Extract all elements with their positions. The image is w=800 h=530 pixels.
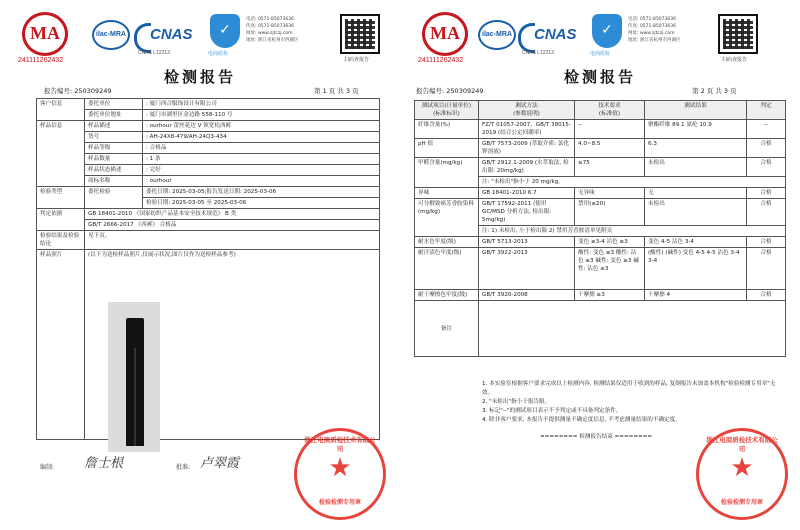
ma-logo: MA [22, 12, 68, 56]
table-row: 纤维含量(%) FZ/T 01057-2007、GB/T 38015-2019 (结合公定回潮率) -- 聚酯纤维 89.1 氨纶 10.9 -- [415, 120, 786, 139]
qr-code-icon[interactable] [718, 14, 758, 54]
column-header: 测试结果 [645, 101, 747, 120]
inspection-seal: 浙江电商质检技术有限公司 ★ 检验检测专用章 [696, 428, 788, 520]
table-row: 检验类型 委托检验 委托日期: 2025-03-05;报告发送日期: 2025-03-06 [37, 187, 380, 198]
report-number: 报告编号: 250309249 [416, 87, 484, 95]
table-header-row [415, 101, 786, 120]
table-row: 甲醛含量(mg/kg) GB/T 2912.1-2009 (水萃取法, 检出限: 20mg/kg) ≤75 未检出 合格 [415, 158, 786, 177]
table-row: 判定依据 GB 18401-2010 《国家纺织产品基本安全技术规范》 B 类 [37, 209, 380, 220]
star-icon: ★ [328, 453, 352, 483]
table-row: 客户信息 委托单位 : 厦门西合服饰设计有限公司 [37, 99, 380, 110]
table-row: 委托单位地址 : 厦门市湖里区金边路 558-110 号 [37, 110, 380, 121]
table-row: 注: "未检出"指小于 20 mg/kg。 [415, 177, 786, 188]
table-row: 注: 1) 未检出, 小于检出限 2) 禁用芳香胺清单见附页 [415, 226, 786, 237]
table-row: GB/T 2666-2017 《西裤》 合格品 [37, 220, 380, 231]
trousers-image [126, 318, 144, 446]
ma-logo: MA [422, 12, 468, 56]
header-info: 电话: 0571-85073636 传真: 0571-85073636 网址: www.zjtczj.com 地址: 浙江省杭州市西湖区 [246, 17, 299, 43]
table-row: 样品等级 : 合格品 [37, 143, 380, 154]
page-indicator: 第 1 页 共 3 页 [314, 87, 359, 95]
ma-number: 241111262432 [418, 57, 464, 64]
column-header: 技术要求 (标准值) [575, 101, 645, 120]
star-icon: ★ [730, 453, 754, 483]
cnas-number: CNAS L12213 [522, 50, 554, 56]
qr-caption: 扫码查报告 [722, 57, 748, 63]
table-row: pH 值 GB/T 7573-2009 (萃取介质: 氯化钾溶液) 4.0~8.5 6.3 合格 [415, 139, 786, 158]
table-row: 样品状态描述 : 完好 [37, 165, 380, 176]
column-header: 判定 [747, 101, 786, 120]
ma-number: 241111262432 [18, 57, 64, 64]
shield-label: 电商质检 [208, 51, 229, 57]
ilac-mra-logo: ilac-MRA [478, 20, 516, 50]
ilac-mra-logo: ilac-MRA [92, 20, 130, 50]
header-info: 电话: 0571-85073636 传真: 0571-85073636 网址: www.zjtczj.com 地址: 浙江省杭州市西湖区 [628, 17, 681, 43]
page-title: 检测报告 [163, 68, 236, 86]
page-indicator: 第 2 页 共 3 页 [692, 87, 737, 95]
table-row: 异味 GB 18401-2010 6.7 无异味 无 合格 [415, 188, 786, 199]
table-row: 可分解致癌芳香胺染料(mg/kg) GB/T 17592-2011 (使用 GC/MSD 分析方法, 检出限: 5mg/kg) 禁用(≤20) 未检出 合格 [415, 199, 786, 226]
column-header: 测试项目(计量单位) (标准标识) [415, 101, 479, 120]
sample-info-table [36, 98, 380, 440]
shield-icon: ✓ [210, 14, 240, 48]
table-row: 商标名称 : ourhour [37, 176, 380, 187]
shield-icon: ✓ [592, 14, 622, 48]
remarks: 1. 本实验室根据客户要求完成以上检测内容, 检测结果仅适用于收到的样品, 复制报告未加盖本机构"检验检测专用章"无效。 2. "未检出"指小于报告限。 3. 标记"--"的测试项目表示不予判定或不具备判定条件。 4. 除非客户要求, 本报告不提供测量不确定度信息, 不考虑测量结果的不确定度。 [482, 381, 776, 423]
table-row: 耐水色牢度(级) GB/T 5713-2013 变色 ≥3-4 沾色 ≥3 变色 4-5 沾色 3-4 合格 [415, 237, 786, 248]
cnas-logo: CNAS [518, 18, 576, 52]
table-row: 耐汗渍色牢度(级) GB/T 3922-2013 酸性: 变色 ≥3 酸性: 沾色 ≥3 碱性: 变色 ≥3 碱性: 沾色 ≥3 (酸性) (碱性) 变色 4-5 4-5 沾色 3-4 3-4 合格 [415, 248, 786, 290]
shield-label: 电商质检 [590, 51, 611, 57]
test-results-table [414, 100, 786, 357]
page-title: 检测报告 [563, 68, 636, 86]
table-row: 检验日期: 2025-03-05 至 2025-03-06 [37, 198, 380, 209]
table-row: 检验结果及检验结论 见下页。 [37, 231, 380, 250]
column-header: 测试方法 (参数说明) [479, 101, 575, 120]
notes-row: 备注 [415, 301, 786, 357]
qr-caption: 扫码查报告 [344, 57, 370, 63]
cnas-logo: CNAS [134, 18, 192, 52]
table-row: 货号 : AH-24X8-479/AH-24Q3-434 [37, 132, 380, 143]
report-end-marker: ======== 检测报告结束 ======== [540, 434, 653, 440]
table-row: 样品信息 样品描述 : ourhour 蕾丝花边 V 领宽松西裤 [37, 121, 380, 132]
approved-by-label: 批准: [176, 464, 191, 471]
cnas-number: CNAS L12213 [138, 50, 170, 56]
prepared-by-label: 编制: [40, 464, 55, 471]
table-row: 耐干摩擦色牢度(级) GB/T 3920-2008 干摩擦 ≥3 干摩擦 4 合格 [415, 290, 786, 301]
table-row: 样品照片 (以下为送检样品照片,仅展示状况,图片仅作为送检样品参考) [37, 250, 380, 440]
report-page-2 [400, 0, 800, 530]
inspection-seal: 浙江电商质检技术有限公司 ★ 检验检测专用章 [294, 428, 386, 520]
table-row: 样品数量 : 1 条 [37, 154, 380, 165]
approved-by-signature: 卢翠霞 [200, 456, 240, 471]
prepared-by-signature: 詹士根 [84, 456, 124, 471]
report-number: 报告编号: 250309249 [44, 87, 112, 95]
qr-code-icon[interactable] [340, 14, 380, 54]
